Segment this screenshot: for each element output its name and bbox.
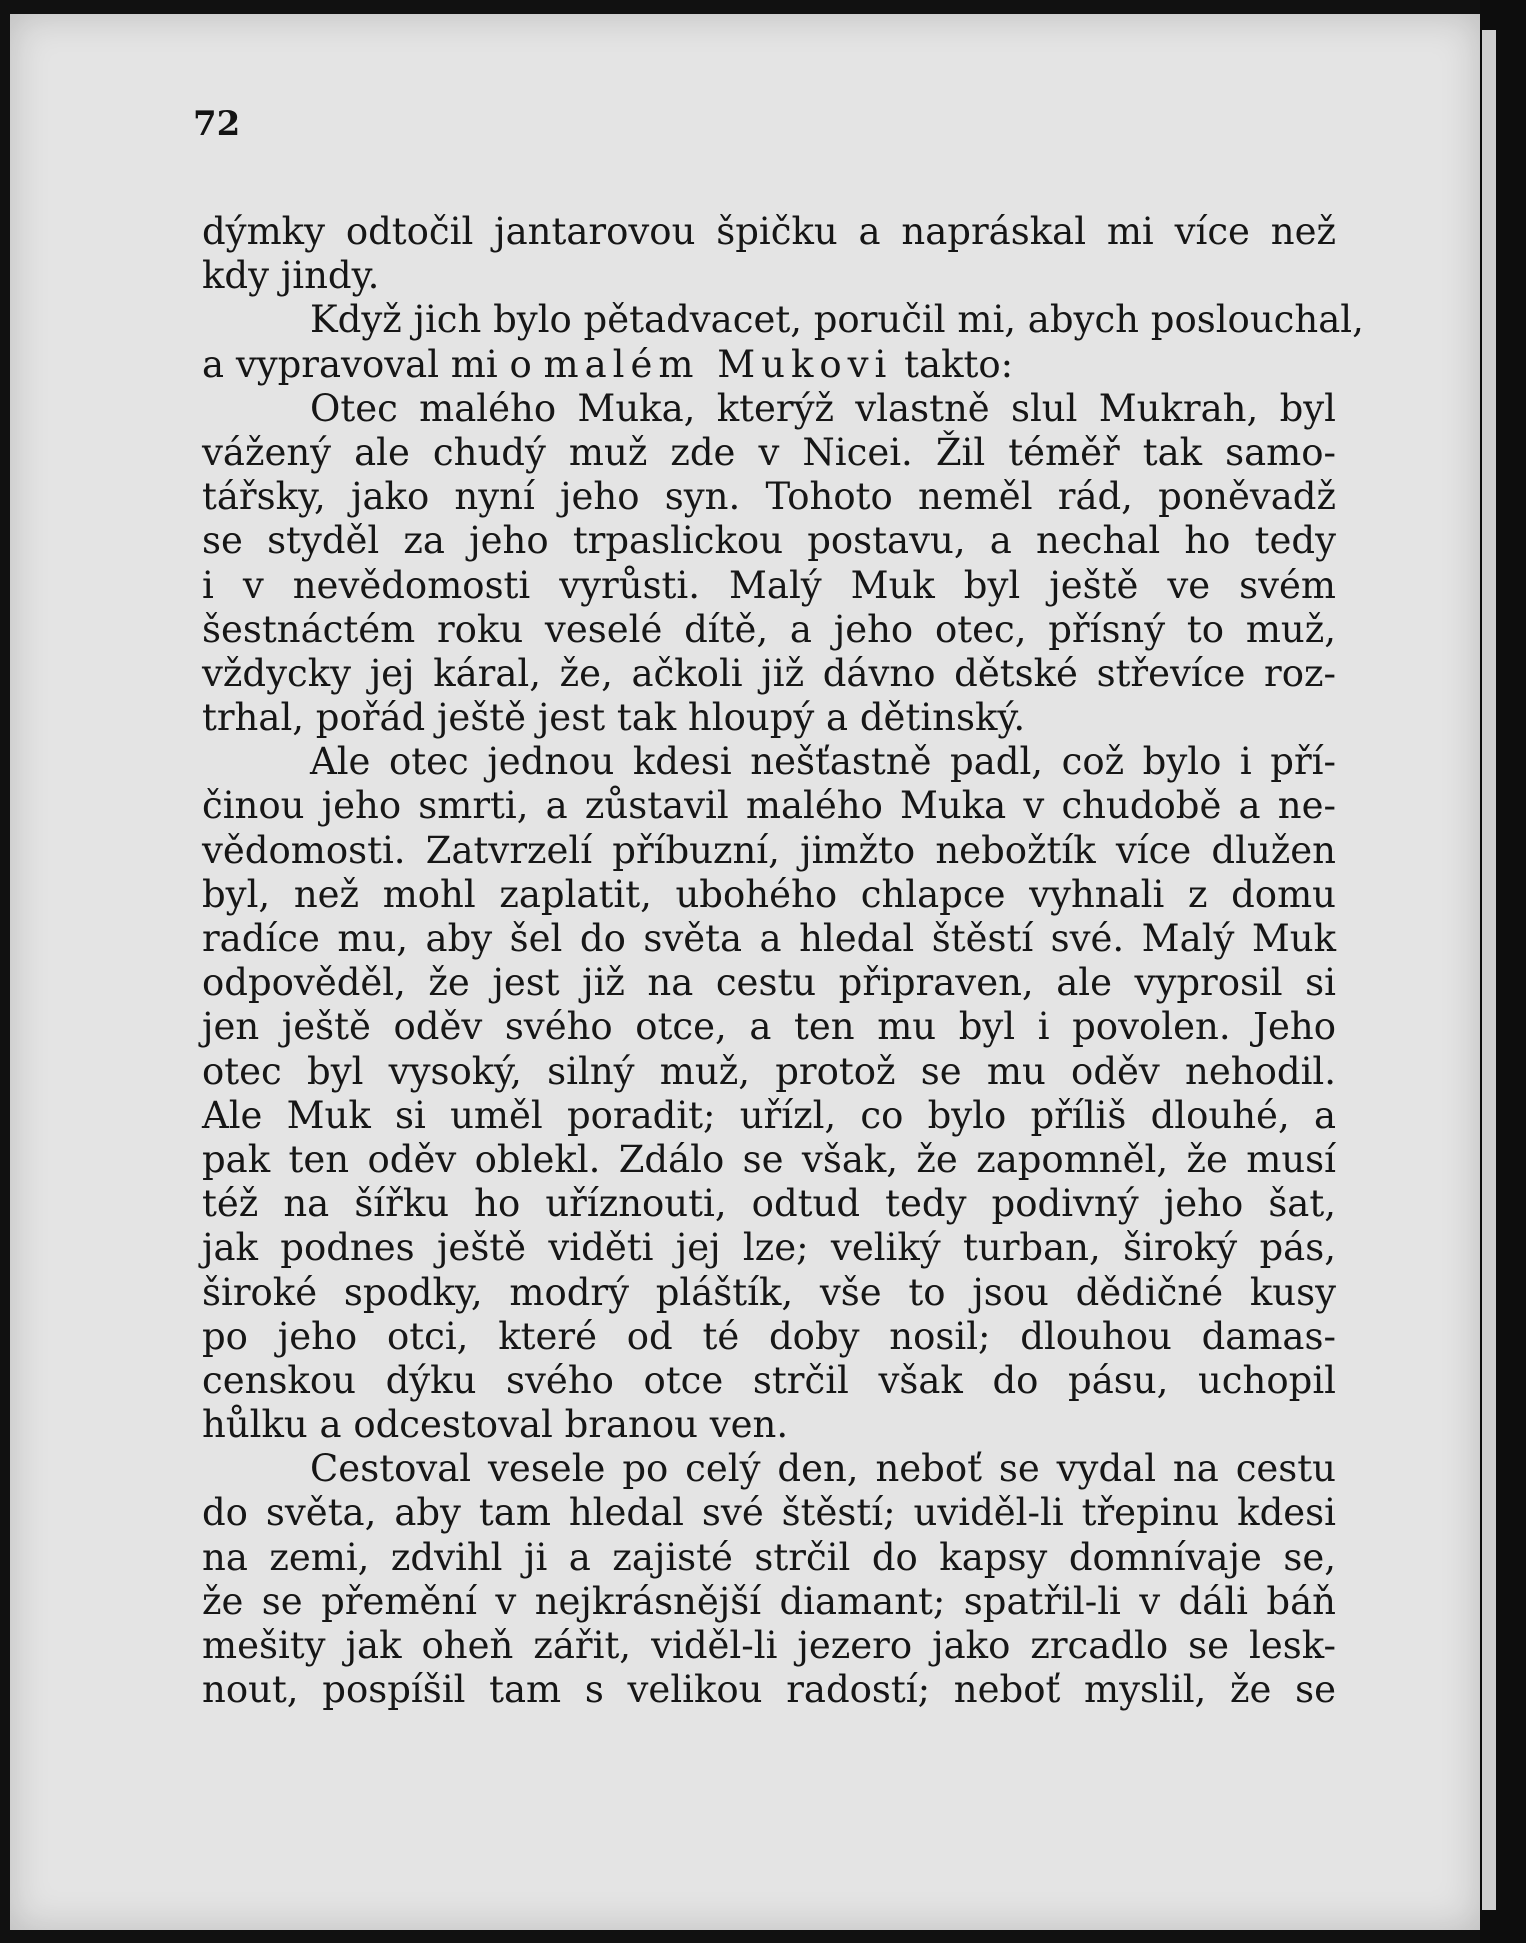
text-line: se styděl za jeho trpaslickou postavu, a nechal ho tedy bbox=[202, 519, 1336, 563]
text-line: byl, než mohl zaplatit, ubohého chlapce vyhnali z domu bbox=[202, 872, 1336, 916]
text-line: po jeho otci, které od té doby nosil; dlouhou damas- bbox=[202, 1314, 1336, 1358]
text-line: nout, pospíšil tam s velikou radostí; neboť myslil, že se bbox=[202, 1668, 1336, 1712]
text-line: jen ještě oděv svého otce, a ten mu byl i povolen. Jeho bbox=[202, 1005, 1336, 1049]
text-line: široké spodky, modrý pláštík, vše to jsou dědičné kusy bbox=[202, 1270, 1336, 1314]
line-segment: a vypravoval mi o bbox=[202, 342, 544, 386]
text-line: pak ten oděv oblekl. Zdálo se však, že zapomněl, že musí bbox=[202, 1137, 1336, 1181]
text-line: že se přemění v nejkrásnější diamant; spatřil-li v dáli báň bbox=[202, 1579, 1336, 1623]
spaced-name: malém Mukovi bbox=[543, 342, 893, 386]
text-line: do světa, aby tam hledal své štěstí; uviděl-li třepinu kdesi bbox=[202, 1491, 1336, 1535]
page-edge-shadow bbox=[1480, 0, 1526, 1943]
text-line: i v nevědomosti vyrůsti. Malý Muk byl ještě ve svém bbox=[202, 563, 1336, 607]
text-line-spaced bbox=[202, 343, 1336, 387]
line-segment: takto: bbox=[892, 342, 1014, 386]
text-line: též na šířku ho uříznouti, odtud tedy podivný jeho šat, bbox=[202, 1182, 1336, 1226]
text-line: trhal, pořád ještě jest tak hloupý a dětinský. bbox=[202, 696, 1026, 740]
text-line: otec byl vysoký, silný muž, protož se mu oděv nehodil. bbox=[202, 1049, 1336, 1093]
text-line: vážený ale chudý muž zde v Nicei. Žil téměř tak samo- bbox=[202, 430, 1336, 474]
text-line: Ale Muk si uměl poradit; uřízl, co bylo příliš dlouhé, a bbox=[202, 1093, 1336, 1137]
page-number: 72 bbox=[193, 104, 241, 144]
text-line: hůlku a odcestoval branou ven. bbox=[202, 1403, 789, 1447]
text-line: dýmky odtočil jantarovou špičku a napráskal mi více než bbox=[202, 210, 1336, 253]
text-line: šestnáctém roku veselé dítě, a jeho otec, přísný to muž, bbox=[202, 607, 1336, 651]
body-text bbox=[202, 210, 1364, 1712]
text-line: kdy jindy. bbox=[202, 254, 380, 298]
text-line: censkou dýku svého otce strčil však do pásu, uchopil bbox=[202, 1358, 1336, 1402]
text-line: vědomosti. Zatvrzelí příbuzní, jimžto nebožtík více dlužen bbox=[202, 828, 1336, 872]
text-line: odpověděl, že jest již na cestu připraven, ale vyprosil si bbox=[202, 961, 1336, 1005]
text-line: radíce mu, aby šel do světa a hledal štěstí své. Malý Muk bbox=[202, 917, 1336, 960]
book-page bbox=[10, 14, 1480, 1930]
text-line: jak podnes ještě viděti jej lze; veliký turban, široký pás, bbox=[202, 1226, 1336, 1270]
text-line: na zemi, zdvihl ji a zajisté strčil do kapsy domnívaje se, bbox=[202, 1535, 1336, 1579]
text-line: mešity jak oheň zářit, viděl-li jezero jako zrcadlo se lesk- bbox=[202, 1624, 1336, 1667]
text-line: Když jich bylo pětadvacet, poručil mi, abych poslouchal, bbox=[310, 298, 1364, 342]
text-line: Cestoval vesele po celý den, neboť se vydal na cestu bbox=[310, 1447, 1336, 1491]
text-line: Otec malého Muka, kterýž vlastně slul Mukrah, byl bbox=[310, 386, 1336, 430]
text-line: vždycky jej káral, že, ačkoli již dávno dětské střevíce roz- bbox=[202, 651, 1336, 695]
text-line: Ale otec jednou kdesi nešťastně padl, což bylo i pří- bbox=[310, 740, 1336, 784]
text-line: tářsky, jako nyní jeho syn. Tohoto neměl rád, poněvadž bbox=[202, 475, 1336, 519]
adjacent-page-edge bbox=[1482, 30, 1496, 1910]
text-line: činou jeho smrti, a zůstavil malého Muka v chudobě a ne- bbox=[202, 784, 1336, 828]
